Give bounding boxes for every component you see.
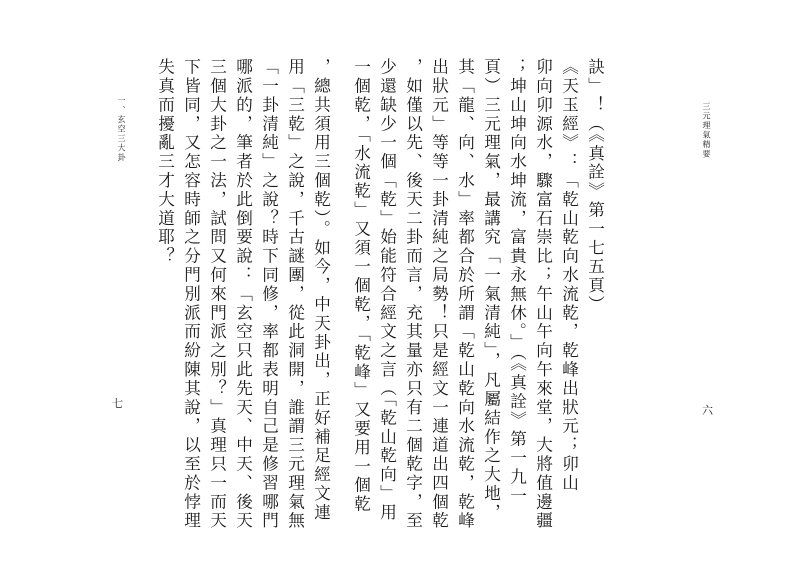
text-column: 卯向卯源水，驟富石崇比；午山午向午來堂，大將值邊疆 [533, 58, 553, 531]
text-column: 少還缺少一個「乾」始能符合經文之言（「乾山乾向」用 [377, 58, 397, 523]
text-column: 下皆同，又怎容時師之分門別派而紛陳其說，以至於悖理 [181, 58, 201, 531]
chapter-footer: 一、玄空三大卦 [117, 96, 126, 163]
text-column: 失真而擾亂三才大道耶？ [155, 58, 175, 266]
text-column: ；坤山坤向水坤流，富貴永無休。」（《真詮》第一九一 [507, 58, 527, 506]
text-column: 頁）三元理氣，最講究「一氣清純」，凡屬結作之大地， [481, 58, 501, 523]
page-number-right: 六 [702, 404, 713, 417]
text-column: 其「龍、向、水」率都合於所謂「乾山乾向水流乾，乾峰 [455, 58, 475, 531]
text-column: ，如僅以先、後天二卦而言，充其量亦只有二個乾字，至 [403, 58, 423, 531]
text-column: ，總共須用三個乾）。如今，中天卦出，正好補足經文連 [311, 58, 331, 523]
page-number-left: 七 [112, 397, 123, 410]
text-column: 訣」！（《真詮》第一七五頁） [585, 58, 605, 315]
running-header: 三元理氣精要 [702, 102, 711, 159]
text-column: 出狀元」等等一卦清純之局勢！只是經文一連道出四個乾 [429, 58, 449, 531]
text-column: 哪派的，筆者於此倒要說：「玄空只此先天、中天、後天 [233, 58, 253, 531]
text-column: 一個乾，「水流乾」又須一個乾，「乾峰」又要用一個乾 [351, 58, 371, 514]
text-column: 「一卦清純」之說？時下同修，率都表明自己是修習哪門 [259, 58, 279, 531]
text-column: 用「三乾」之說，千古謎團，從此洞開，誰謂三元理氣無 [285, 58, 305, 531]
text-column: 三個大卦之一法，試問又何來門派之別？」真理只一而天 [207, 58, 227, 531]
text-column: 《天玉經》：「乾山乾向水流乾，乾峰出狀元；卯山 [559, 58, 579, 493]
